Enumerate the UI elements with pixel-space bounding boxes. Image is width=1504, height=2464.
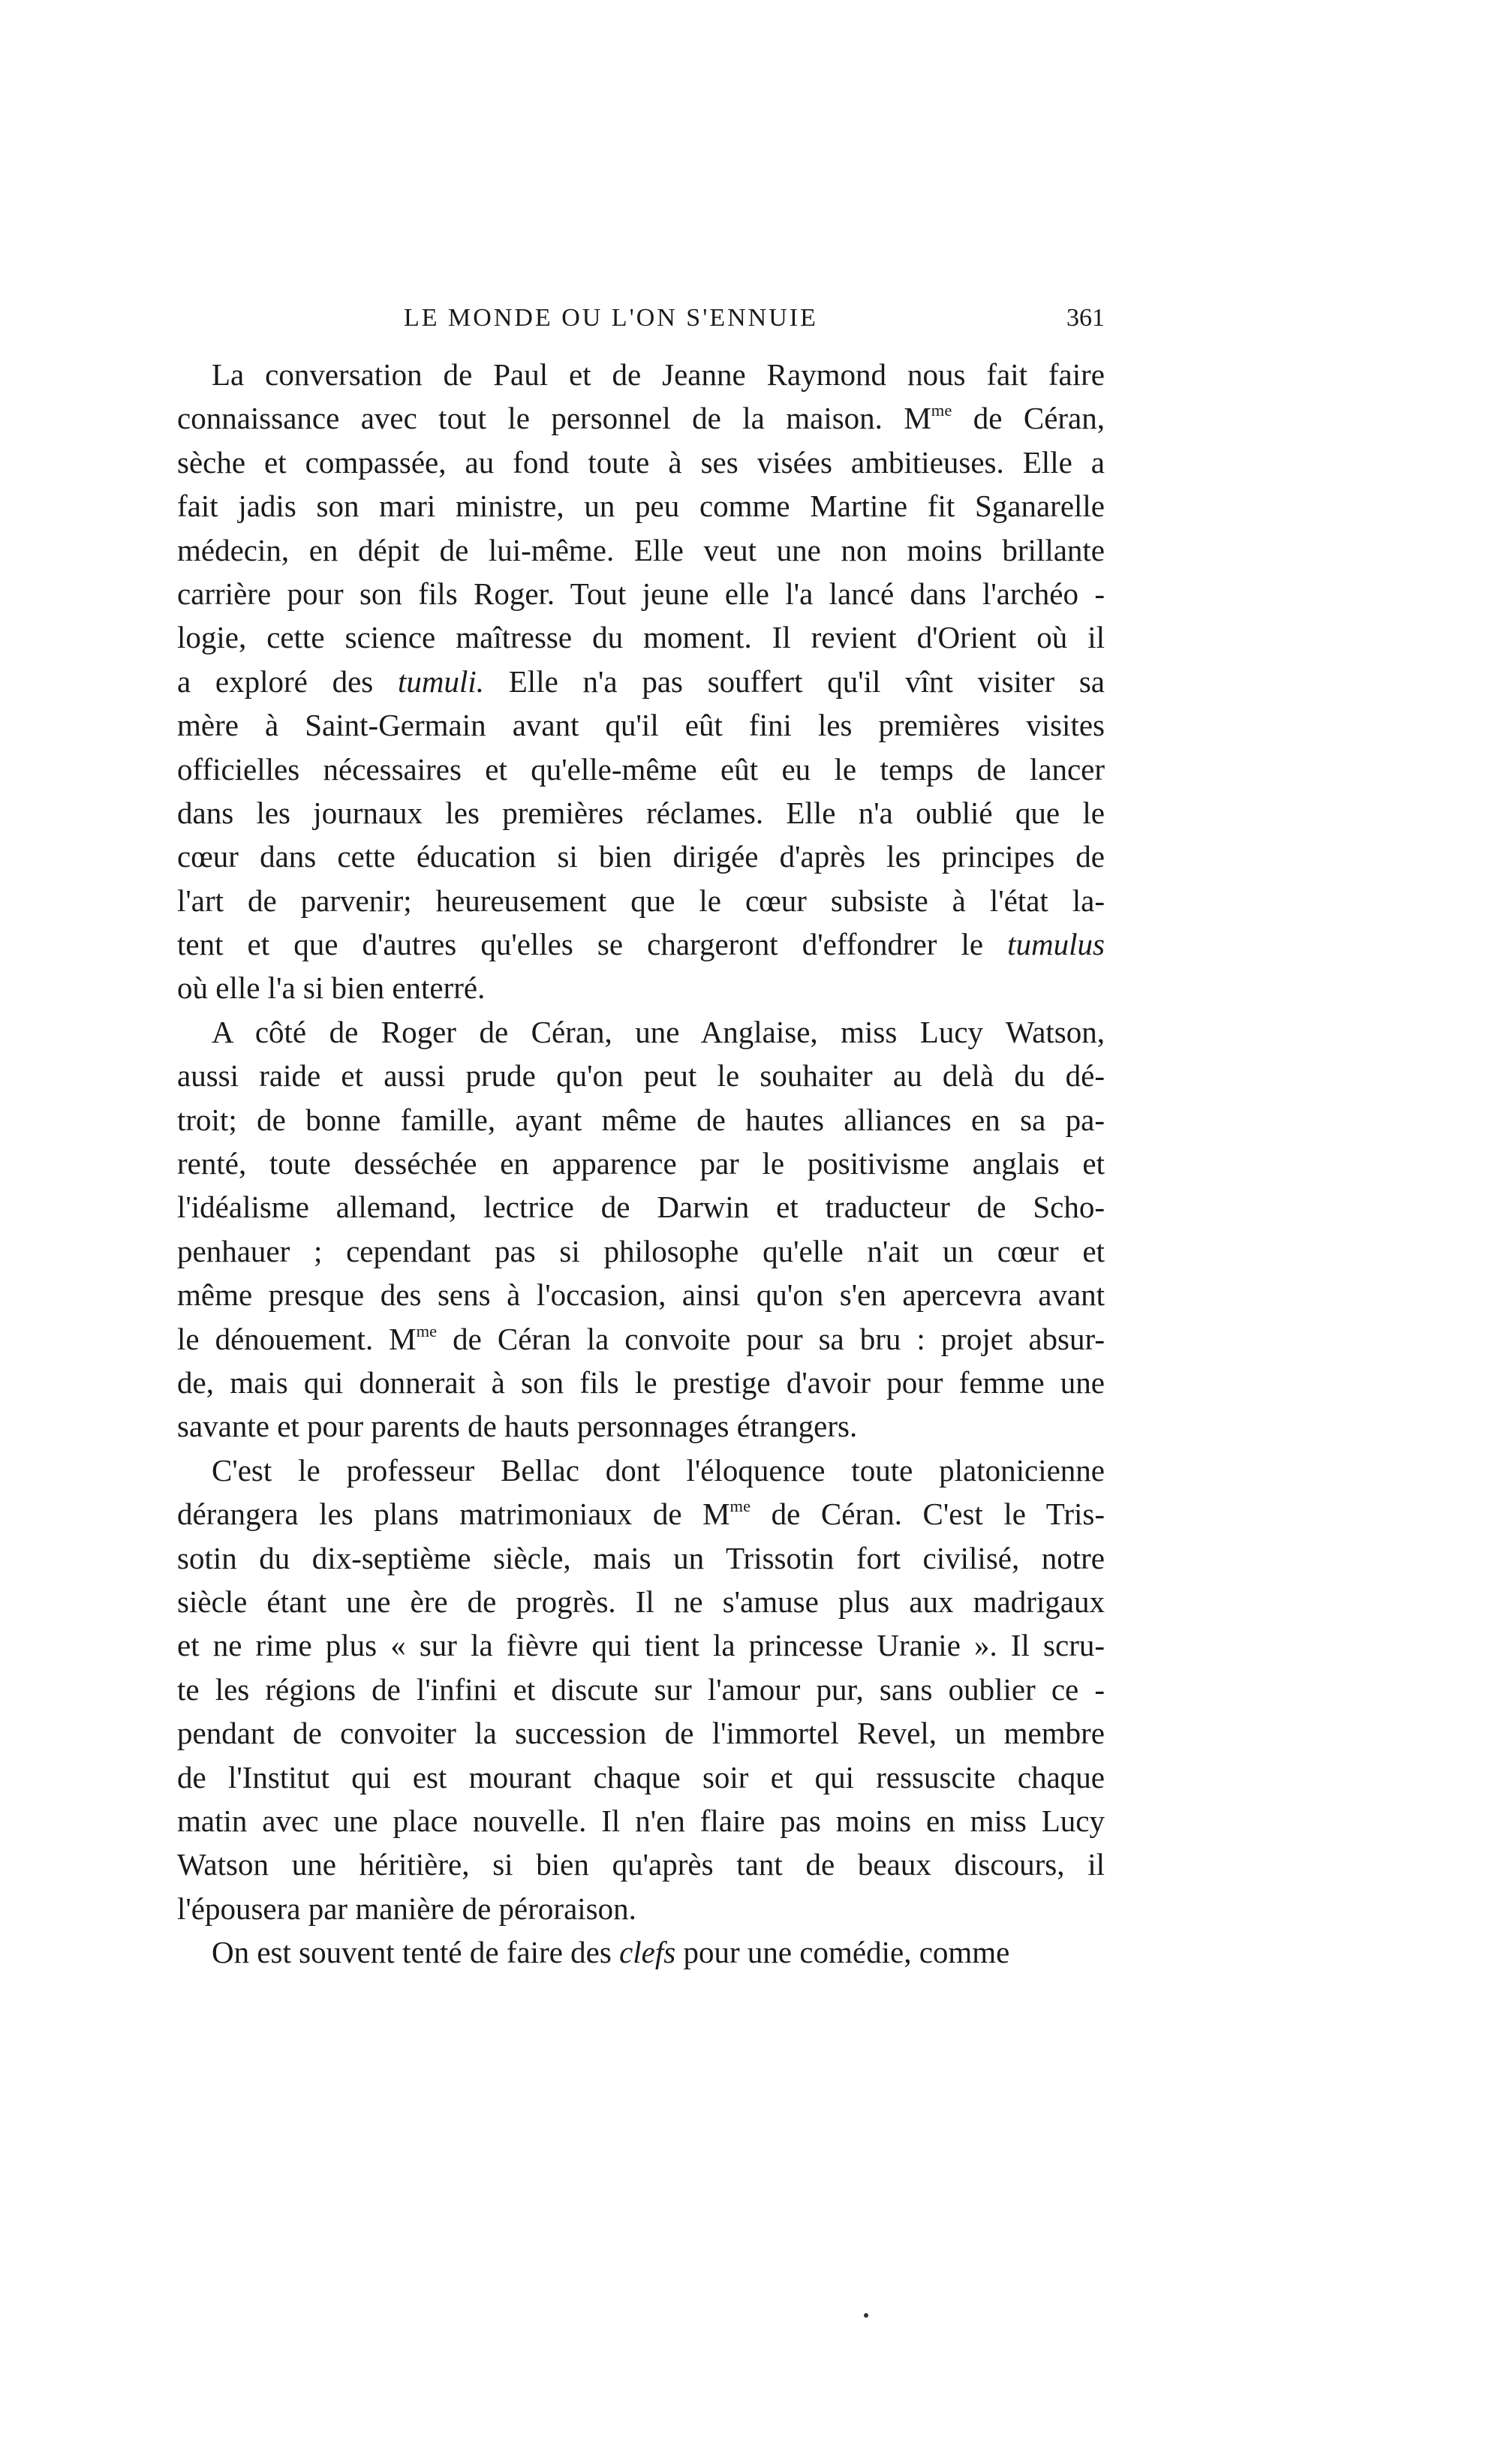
body-text	[177, 353, 1105, 1974]
text-segment: penhauer ; cependant pas si philosophe qu'elle n'ait un cœur et	[177, 1233, 1105, 1268]
text-line	[177, 1317, 1105, 1361]
text-segment: où elle l'a si bien enterré.	[177, 970, 486, 1006]
text-line	[177, 441, 1105, 484]
text-line	[177, 1755, 1105, 1799]
text-segment: dérangera les plans matrimoniaux de M	[177, 1497, 730, 1532]
text-segment: pendant de convoiter la succession de l'immortel Revel, un membre	[177, 1716, 1105, 1751]
text-segment: connaissance avec tout le personnel de la maison. M	[177, 401, 931, 436]
text-segment: siècle étant une ère de progrès. Il ne s'amuse plus aux madrigaux	[177, 1584, 1105, 1619]
text-line	[177, 791, 1105, 835]
text-line	[177, 748, 1105, 791]
superscript: me	[931, 401, 952, 420]
text-segment: a exploré des	[177, 663, 398, 699]
text-segment: tent et que d'autres qu'elles se chargeront d'effondrer le	[177, 927, 1008, 962]
text-line	[177, 660, 1105, 703]
text-line	[177, 1054, 1105, 1097]
text-line	[177, 1843, 1105, 1886]
text-line	[177, 1492, 1105, 1536]
running-header	[177, 304, 1105, 341]
text-line	[177, 353, 1105, 396]
text-segment: La conversation de Paul et de Jeanne Raymond nous fait faire	[212, 357, 1105, 392]
text-line	[177, 396, 1105, 440]
text-line	[177, 1010, 1105, 1054]
text-segment: On est souvent tenté de faire des	[212, 1935, 620, 1970]
text-line	[177, 1668, 1105, 1711]
text-segment: A côté de Roger de Céran, une Anglaise, miss Lucy Watson,	[212, 1014, 1105, 1049]
paragraph	[177, 1930, 1105, 1974]
text-line	[177, 528, 1105, 572]
text-segment: logie, cette science maîtresse du moment. Il revient d'Orient où il	[177, 620, 1105, 655]
text-line	[177, 1930, 1105, 1974]
text-segment: fait jadis son mari ministre, un peu comme Martine fit Sganarelle	[177, 489, 1105, 524]
text-segment: cœur dans cette éducation si bien dirigée d'après les principes de	[177, 839, 1105, 874]
text-segment: médecin, en dépit de lui-même. Elle veut une non moins brillante	[177, 532, 1105, 567]
text-line	[177, 1273, 1105, 1316]
text-segment: de Céran,	[952, 401, 1105, 436]
text-segment: carrière pour son fils Roger. Tout jeune elle l'a lancé dans l'archéo -	[177, 576, 1105, 611]
text-segment: de l'Institut qui est mourant chaque soir et qui ressuscite chaque	[177, 1759, 1105, 1795]
text-line	[177, 1185, 1105, 1229]
text-line	[177, 1887, 1105, 1930]
text-line	[177, 1449, 1105, 1492]
page-number: 361	[1066, 304, 1105, 332]
text-segment: de Céran la convoite pour sa bru : projet absur-	[437, 1321, 1105, 1356]
text-segment: troit; de bonne famille, ayant même de hautes alliances en sa pa-	[177, 1102, 1105, 1137]
text-line	[177, 835, 1105, 878]
text-line	[177, 572, 1105, 615]
italic-text: tumuli.	[397, 663, 485, 699]
text-segment: officielles nécessaires et qu'elle-même eût eu le temps de lancer	[177, 751, 1105, 787]
text-segment: mère à Saint-Germain avant qu'il eût fini les premières visites	[177, 708, 1105, 743]
text-segment: Elle n'a pas souffert qu'il vînt visiter sa	[484, 663, 1105, 699]
running-title: LE MONDE OU L'ON S'ENNUIE	[404, 304, 818, 332]
paragraph	[177, 1449, 1105, 1930]
text-segment: de Céran. C'est le Tris-	[750, 1497, 1105, 1532]
text-line	[177, 1536, 1105, 1580]
paragraph	[177, 1010, 1105, 1449]
text-line	[177, 1711, 1105, 1755]
text-line	[177, 1580, 1105, 1623]
text-line	[177, 1623, 1105, 1667]
text-segment: pour une comédie, comme	[675, 1935, 1010, 1970]
text-segment: et ne rime plus « sur la fièvre qui tient la princesse Uranie ». Il scru-	[177, 1628, 1105, 1663]
text-line	[177, 1098, 1105, 1142]
text-line	[177, 922, 1105, 966]
paragraph	[177, 353, 1105, 1010]
italic-text: tumulus	[1007, 927, 1105, 962]
text-segment: de, mais qui donnerait à son fils le prestige d'avoir pour femme une	[177, 1364, 1105, 1400]
text-segment: l'épousera par manière de péroraison.	[177, 1891, 636, 1926]
text-line	[177, 615, 1105, 659]
text-segment: dans les journaux les premières réclames. Elle n'a oublié que le	[177, 795, 1105, 830]
text-segment: sèche et compassée, au fond toute à ses visées ambitieuses. Elle a	[177, 444, 1105, 480]
text-line	[177, 1799, 1105, 1843]
text-line	[177, 484, 1105, 528]
text-segment: aussi raide et aussi prude qu'on peut le souhaiter au delà du dé-	[177, 1058, 1105, 1094]
text-segment: sotin du dix-septième siècle, mais un Trissotin fort civilisé, notre	[177, 1540, 1105, 1575]
text-line	[177, 1142, 1105, 1185]
text-line	[177, 703, 1105, 747]
superscript: me	[729, 1497, 751, 1516]
text-segment: te les régions de l'infini et discute sur l'amour pur, sans oublier ce -	[177, 1671, 1105, 1707]
text-line	[177, 879, 1105, 922]
text-segment: l'idéalisme allemand, lectrice de Darwin et traducteur de Scho-	[177, 1190, 1105, 1225]
superscript: me	[416, 1321, 438, 1340]
text-segment: renté, toute desséchée en apparence par le positivisme anglais et	[177, 1146, 1105, 1181]
text-segment: C'est le professeur Bellac dont l'éloquence toute platonicienne	[212, 1452, 1105, 1488]
text-segment: même presque des sens à l'occasion, ainsi qu'on s'en apercevra avant	[177, 1277, 1105, 1313]
text-segment: l'art de parvenir; heureusement que le cœur subsiste à l'état la-	[177, 883, 1105, 918]
text-line	[177, 1361, 1105, 1404]
text-segment: savante et pour parents de hauts personnages étrangers.	[177, 1409, 858, 1444]
text-segment: le dénouement. M	[177, 1321, 417, 1356]
text-segment: Watson une héritière, si bien qu'après tant de beaux discours, il	[177, 1847, 1105, 1882]
text-line	[177, 966, 1105, 1009]
italic-text: clefs	[619, 1935, 676, 1970]
text-segment: matin avec une place nouvelle. Il n'en flaire pas moins en miss Lucy	[177, 1803, 1105, 1838]
text-line	[177, 1404, 1105, 1448]
scan-speck	[864, 2313, 868, 2318]
text-line	[177, 1229, 1105, 1273]
